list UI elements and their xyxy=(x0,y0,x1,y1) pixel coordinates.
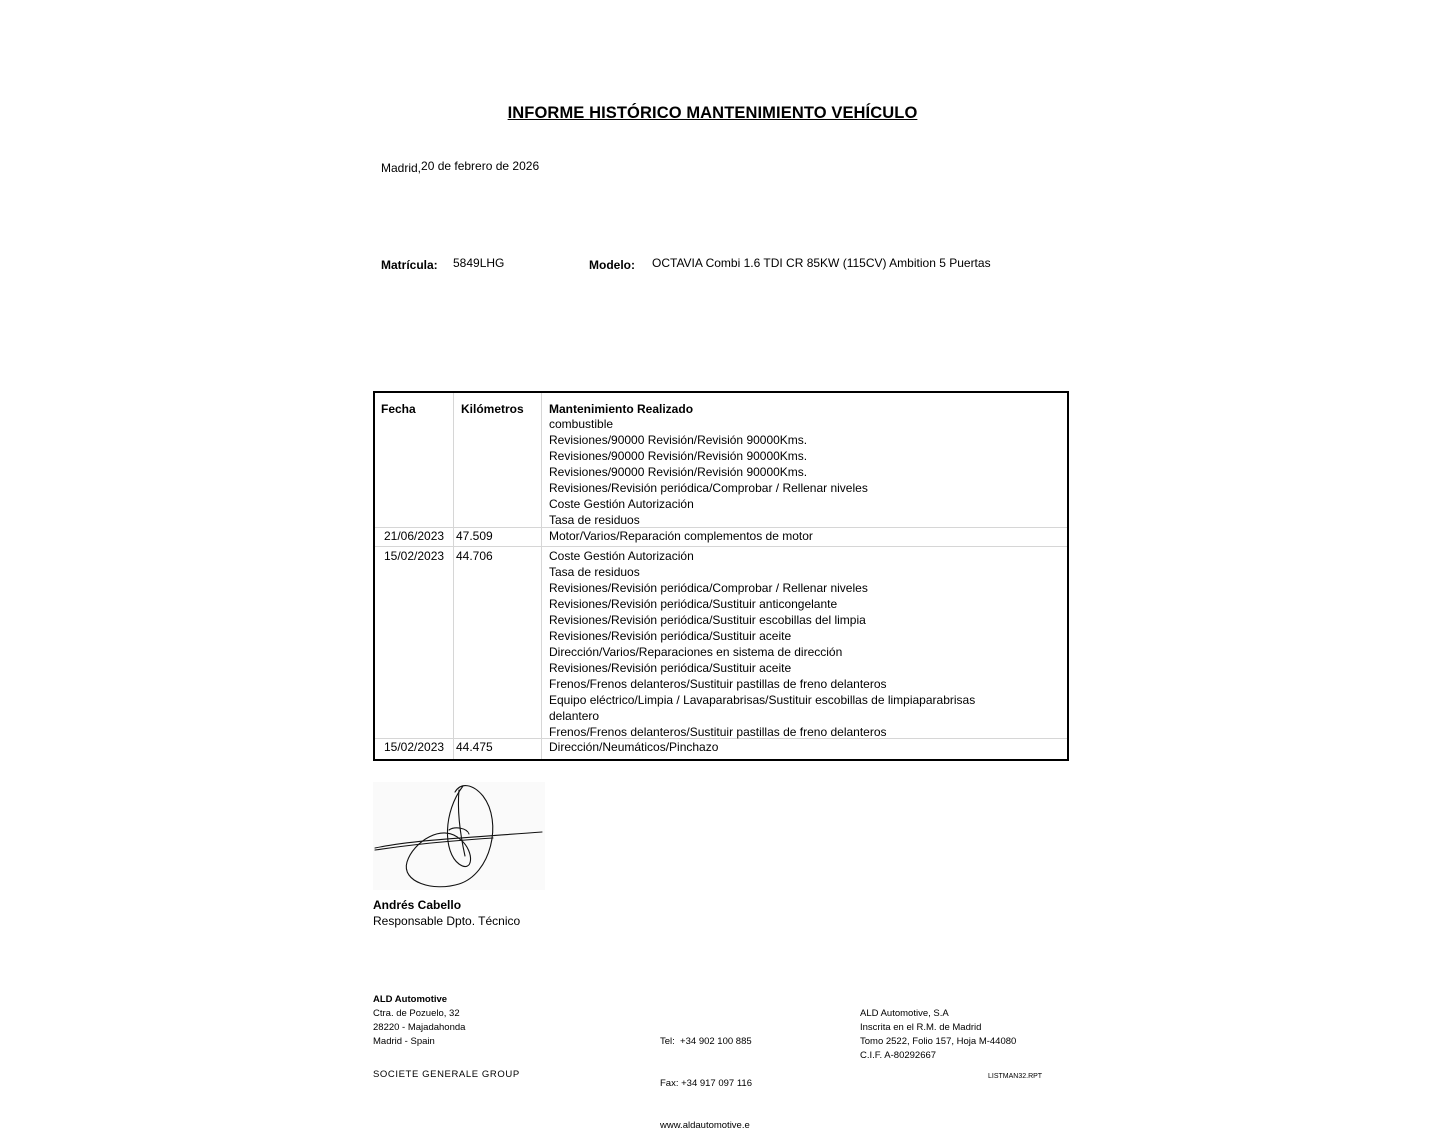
signature-scribble xyxy=(373,782,545,890)
maintenance-table xyxy=(373,391,1069,761)
document-date: 20 de febrero de 2026 xyxy=(421,159,540,173)
row-date: 21/06/2023 xyxy=(384,529,445,543)
list-item: Tasa de residuos xyxy=(549,565,640,579)
report-code: LISTMAN32.RPT xyxy=(988,1073,1043,1080)
list-item: Revisiones/Revisión periódica/Sustituir escobillas del limpia xyxy=(549,613,866,627)
header-mantenimiento: Mantenimiento Realizado xyxy=(549,402,694,416)
date-line xyxy=(381,159,539,173)
footer-contact-line: www.aldautomotive.e xyxy=(660,1120,750,1131)
row-items xyxy=(549,739,718,755)
row-km: 44.706 xyxy=(456,549,493,563)
footer-legal-line: C.I.F. A-80292667 xyxy=(860,1050,937,1061)
model-label: Modelo: xyxy=(589,258,635,272)
list-item: Revisiones/Revisión periódica/Comprobar / Rellenar niveles xyxy=(549,581,868,595)
list-item: Motor/Varios/Reparación complementos de motor xyxy=(549,529,813,543)
list-item: Revisiones/90000 Revisión/Revisión 90000Kms. xyxy=(549,465,808,479)
footer-contact xyxy=(660,1007,752,1147)
footer-legal-line: ALD Automotive, S.A xyxy=(860,1008,949,1019)
footer-address xyxy=(373,993,465,1049)
list-item: Frenos/Frenos delanteros/Sustituir pastillas de freno delanteros xyxy=(549,677,887,691)
list-item: Revisiones/Revisión periódica/Sustituir anticongelante xyxy=(549,597,838,611)
list-item: delantero xyxy=(549,709,600,723)
row-date: 15/02/2023 xyxy=(384,740,445,754)
list-item: combustible xyxy=(549,417,614,431)
list-item: Revisiones/Revisión periódica/Sustituir aceite xyxy=(549,629,792,643)
header-items-list xyxy=(549,416,868,528)
list-item: Tasa de residuos xyxy=(549,513,640,527)
row-km: 44.475 xyxy=(456,740,493,754)
footer-legal-line: Inscrita en el R.M. de Madrid xyxy=(860,1022,982,1033)
column-divider xyxy=(541,393,542,759)
date-city: Madrid, xyxy=(381,161,422,175)
plate-value: 5849LHG xyxy=(453,256,505,270)
footer-address-line: Ctra. de Pozuelo, 32 xyxy=(373,1008,460,1019)
list-item: Frenos/Frenos delanteros/Sustituir pastillas de freno delanteros xyxy=(549,725,887,739)
footer-contact-line: Fax: +34 917 097 116 xyxy=(660,1078,752,1089)
footer-legal-line: Tomo 2522, Folio 157, Hoja M-44080 xyxy=(860,1036,1017,1047)
signature-image xyxy=(373,782,545,890)
footer-company: ALD Automotive xyxy=(373,994,448,1005)
footer-address-line: 28220 - Majadahonda xyxy=(373,1022,466,1033)
list-item: Coste Gestión Autorización xyxy=(549,497,694,511)
list-item: Coste Gestión Autorización xyxy=(549,549,694,563)
row-km: 47.509 xyxy=(456,529,493,543)
header-kilometros: Kilómetros xyxy=(461,402,524,416)
plate-label: Matrícula: xyxy=(381,258,438,272)
column-divider xyxy=(453,393,454,759)
document-title: INFORME HISTÓRICO MANTENIMIENTO VEHÍCULO xyxy=(507,104,918,122)
header-fecha: Fecha xyxy=(381,402,416,416)
list-item: Revisiones/90000 Revisión/Revisión 90000Kms. xyxy=(549,449,808,463)
signer-role: Responsable Dpto. Técnico xyxy=(373,914,521,928)
list-item: Dirección/Neumáticos/Pinchazo xyxy=(549,740,719,754)
list-item: Revisiones/Revisión periódica/Comprobar / Rellenar niveles xyxy=(549,481,868,495)
footer-address-line: Madrid - Spain xyxy=(373,1036,435,1047)
list-item: Equipo eléctrico/Limpia / Lavaparabrisas/Sustituir escobillas de limpiaparabrisas xyxy=(549,693,976,707)
model-value: OCTAVIA Combi 1.6 TDI CR 85KW (115CV) Ambition 5 Puertas xyxy=(652,256,991,270)
signer-name: Andrés Cabello xyxy=(373,898,462,912)
list-item: Revisiones/90000 Revisión/Revisión 90000Kms. xyxy=(549,433,808,447)
footer-legal xyxy=(860,1007,1016,1063)
row-divider xyxy=(375,546,1067,547)
list-item: Dirección/Varios/Reparaciones en sistema de dirección xyxy=(549,645,843,659)
group-logo-text: SOCIETE GENERALE GROUP xyxy=(373,1069,520,1080)
row-items xyxy=(549,528,813,544)
row-date: 15/02/2023 xyxy=(384,549,445,563)
footer-contact-line: Tel: +34 902 100 885 xyxy=(660,1036,752,1047)
list-item: Revisiones/Revisión periódica/Sustituir aceite xyxy=(549,661,792,675)
row-items xyxy=(549,548,975,740)
